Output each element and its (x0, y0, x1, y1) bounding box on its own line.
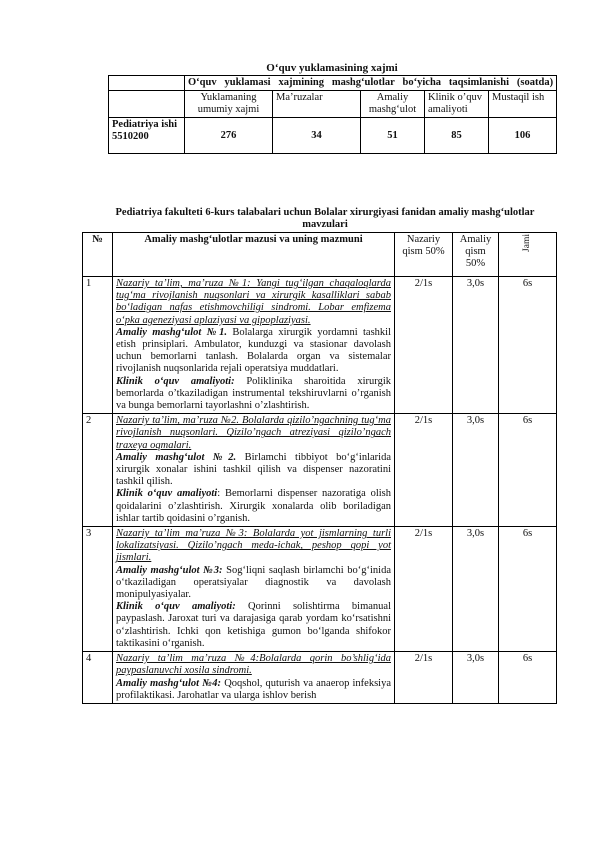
practical-session (116, 565, 391, 602)
practice-hours: 3,0s (453, 414, 499, 527)
total-hours: 6s (499, 527, 557, 652)
practical-session (116, 327, 391, 376)
column-header: Ma’ruzalar (273, 91, 361, 118)
table-row (83, 527, 557, 652)
practice-table (82, 232, 557, 704)
theory-hours: 2/1s (395, 277, 453, 414)
lecture-topic: Nazariy ta’lim, ma’ruza №2. Bolalarda qizilo’ngachning tug‘ma rivojlanish nuqsonlari. Qizilo’ngach atreziyasi qizilo’ngach traxeya oqmalari. (116, 415, 391, 451)
table-row (83, 414, 557, 527)
lecture-topic: Nazariy ta’lim, ma’ruza №1: Yangi tug‘ilgan chaqaloqlarda tug‘ma rivojlanish nuqsonlari va xirurgik kasalliklari sabab bo‘ladigan nafas etishmovchiligi sindromi. Lobar emfizema o‘pka ageneziyasi aplaziyasi va gipoplaziyasi. (116, 278, 391, 326)
load-table-header-row (109, 91, 557, 118)
practical-text: Bolalarga xirurgik yordamni tashkil etish prinsiplari. Ambulator, kunduzgi va stasionar davolash uchun bemorlarni tanlash. Bolalarda organ va sistemalar rivojlanish nuqsonlarida rejali operatsiya muddatlari. (116, 326, 391, 375)
load-title: O‘quv yuklamasining xajmi (266, 62, 398, 74)
theory-hours: 2/1s (395, 652, 453, 704)
clinical-label: Klinik o‘quv amaliyoti: (116, 601, 236, 613)
header-no: № (83, 233, 113, 277)
practical-label: Amaliy mashg‘ulot №1. (116, 326, 227, 338)
practical-text: Birlamchi tibbiyot bo‘g‘inlarida xirurgik xonalar ishini tashkil qilish va dispenser nazoratini tashkil qilish. (116, 451, 391, 488)
row-number: 4 (83, 652, 113, 704)
practical-label: Amaliy mashg‘ulot №4: (116, 677, 222, 689)
theory-hours: 2/1s (395, 414, 453, 527)
load-table-data-row (109, 118, 557, 154)
lecture-topic: Nazariy ta’lim ma’ruza №4:Bolalarda qorin bo’shlig‘ida paypaslanuvchi xosila sindromi. (116, 653, 391, 677)
practice-hours: 3,0s (453, 277, 499, 414)
total-hours: 6s (499, 414, 557, 527)
column-header: Klinik o’quv amaliyoti (425, 91, 489, 118)
topic-cell (113, 277, 395, 414)
topic-cell (113, 652, 395, 704)
value-cell: 276 (185, 118, 273, 154)
column-header: Mustaqil ish (489, 91, 557, 118)
practical-text: Sog‘liqni saqlash birlamchi bo‘g‘inida o‘tkaziladigan operatsiyalar diagnostik va davolash monipulyasiyalar. (116, 564, 391, 601)
theory-hours: 2/1s (395, 527, 453, 652)
clinical-label: Klinik o‘quv amaliyoti: (116, 375, 235, 387)
practical-label: Amaliy mashg‘ulot №2. (116, 451, 237, 463)
value-cell: 51 (361, 118, 425, 154)
load-table-caption-row (109, 76, 557, 91)
practical-session (116, 452, 391, 489)
row-label: Pediatriya ishi 5510200 (109, 118, 185, 154)
practical-session (116, 678, 391, 702)
row-number: 1 (83, 277, 113, 414)
clinical-practice (116, 376, 391, 413)
header-total: Jami (499, 233, 557, 277)
table-row (83, 277, 557, 414)
topic-cell (113, 527, 395, 652)
clinical-practice (116, 601, 391, 650)
practical-text: Qoqshol, quturish va anaerop infeksiya profilaktikasi. Jarohatlar va ularga ishlov berish (116, 677, 391, 701)
row-number: 3 (83, 527, 113, 652)
clinical-text: Qorinni solishtirma bimanual paypaslash. Jaroxat turi va darajasiga qarab yordam ko‘rsatishni o‘zlashtirish. Ichki qon ketishiga gumon bo‘lganda shifokor taktikasini o‘rganish. (116, 601, 391, 649)
total-hours: 6s (499, 277, 557, 414)
practice-title: Pediatriya fakulteti 6-kurs talabalari uchun Bolalar xirurgiyasi fanidan amaliy mashg‘ulotlar mavzulari (115, 207, 535, 230)
total-hours: 6s (499, 652, 557, 704)
load-table (108, 75, 557, 154)
column-header: Amaliy mashg‘ulot (361, 91, 425, 118)
value-cell: 106 (489, 118, 557, 154)
load-table-caption: O‘quv yuklamasi xajmining mashg‘ulotlar bo‘yicha taqsimlanishi (soatda) (185, 76, 557, 91)
clinical-text: Poliklinika sharoitida xirurgik bemorlarda o’tkaziladigan instrumental tekshiruvlarni o’rganish va bunga bemorlarni tayorlashni o’zlashtirish. (116, 375, 391, 412)
clinical-label: Klinik o‘quv amaliyoti (116, 488, 218, 500)
header-topic: Amaliy mashg‘ulotlar mazusi va uning mazmuni (113, 233, 395, 277)
clinical-text: : Bemorlarni dispenser nazoratiga olish qoidalarini o’zlashtirish. Xirurgik xonalarda olib boriladigan ishlar tartib qoidasini o’rganish. (116, 488, 391, 524)
value-cell: 34 (273, 118, 361, 154)
header-theory: Nazariy qism 50% (395, 233, 453, 277)
practical-label: Amaliy mashg‘ulot №3: (116, 564, 223, 576)
practice-table-header-row (83, 233, 557, 277)
empty-cell (109, 76, 185, 91)
column-header: Yuklamaning umumiy xajmi (185, 91, 273, 118)
table-row (83, 652, 557, 704)
value-cell: 85 (425, 118, 489, 154)
practice-hours: 3,0s (453, 527, 499, 652)
lecture-topic: Nazariy ta’lim ma’ruza №3: Bolalarda yot jismlarning turli lokalizatsiyasi. Qizilo’ngach meda-ichak, peshop qopi yot jismlari. (116, 528, 391, 564)
header-practice: Amaliy qism 50% (453, 233, 499, 277)
clinical-practice (116, 488, 391, 525)
practice-hours: 3,0s (453, 652, 499, 704)
empty-cell (109, 91, 185, 118)
row-number: 2 (83, 414, 113, 527)
topic-cell (113, 414, 395, 527)
